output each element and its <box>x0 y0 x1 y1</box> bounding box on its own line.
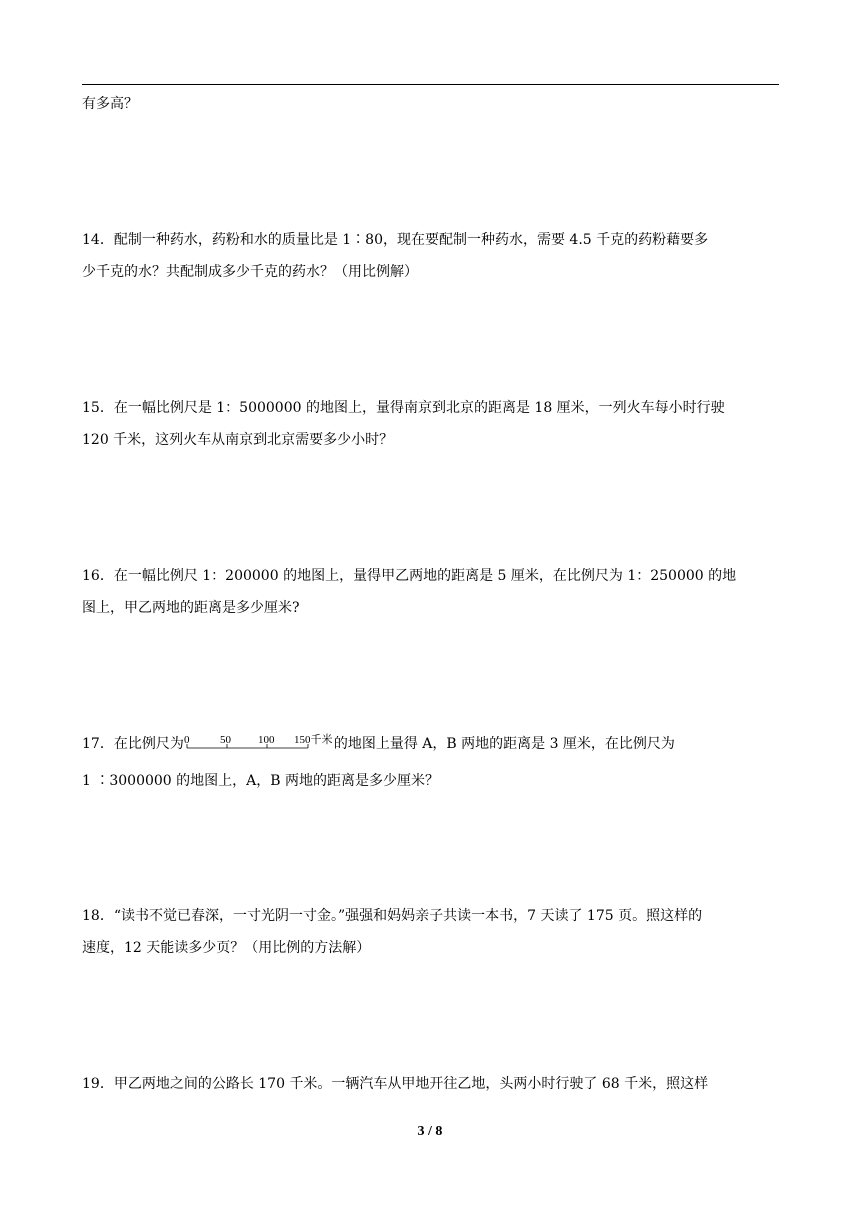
question-14-line-1: 14．配制一种药水，药粉和水的质量比是 1∶80，现在要配制一种药水，需要 4.5 千克的药粉藉要多 <box>82 232 709 248</box>
scale-label-150: 150千米 <box>293 734 333 746</box>
scale-bar <box>184 734 334 754</box>
question-18-line-1: 18．“读书不觉已春深，一寸光阴一寸金。”强强和妈妈亲子共读一本书，7 天读了 175 页。照这样的 <box>82 908 703 924</box>
scale-label-0: 0 <box>183 734 190 746</box>
question-17-line-2: 1 ∶3000000 的地图上，A，B 两地的距离是多少厘米？ <box>82 773 440 789</box>
question-17-suffix: 的地图上量得 A，B 两地的距离是 3 厘米，在比例尺为 <box>333 736 675 752</box>
question-15-line-2: 120 千米，这列火车从南京到北京需要多少小时？ <box>82 432 394 448</box>
continuation-text: 有多高？ <box>82 96 138 112</box>
question-14-line-2: 少千克的水？共配制成多少千克的药水？（用比例解） <box>82 264 418 280</box>
question-17-prefix: 17．在比例尺为 <box>82 736 184 752</box>
question-19-line-1: 19．甲乙两地之间的公路长 170 千米。一辆汽车从甲地开往乙地，头两小时行驶了 68 千米，照这样 <box>82 1076 709 1092</box>
question-16-line-1: 16．在一幅比例尺 1：200000 的地图上，量得甲乙两地的距离是 5 厘米，在比例尺为 1：250000 的地 <box>82 568 737 584</box>
question-16-line-2: 图上，甲乙两地的距离是多少厘米? <box>82 600 300 616</box>
question-15-line-1: 15．在一幅比例尺是 1：5000000 的地图上，量得南京到北京的距离是 18 厘米，一列火车每小时行驶 <box>82 400 725 416</box>
scale-label-50: 50 <box>219 734 231 746</box>
question-17-line-1 <box>82 734 675 754</box>
page-number: 3 / 8 <box>417 1124 443 1139</box>
scale-label-100: 100 <box>257 734 275 746</box>
question-18-line-2: 速度，12 天能读多少页？（用比例的方法解） <box>82 940 371 956</box>
header-rule <box>82 84 779 85</box>
